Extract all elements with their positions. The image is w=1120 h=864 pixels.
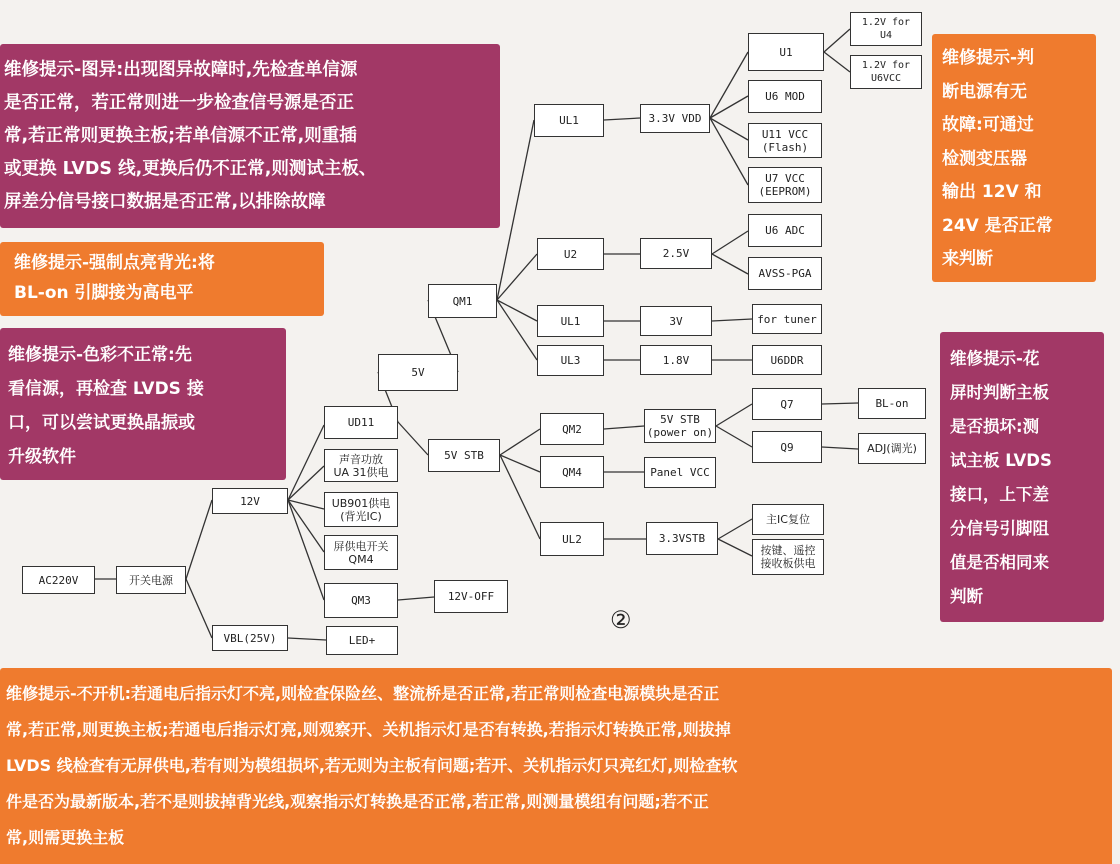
tip-line: 口，可以尝试更换晶振或 [8, 413, 195, 433]
tip-color-abnormal [0, 328, 286, 480]
node-u6ddr: U6DDR [752, 345, 822, 375]
tip-line: 检测变压器 [942, 148, 1027, 169]
tip-line: 维修提示-图异:出现图异故障时,先检查单信源 [4, 60, 358, 80]
node-u6-adc: U6 ADC [748, 214, 822, 247]
tip-backlight [0, 242, 324, 316]
node-switch-power: 开关电源 [116, 566, 186, 594]
tip-line: 维修提示-不开机:若通电后指示灯不亮,则检查保险丝、整流桥是否正常,若正常则检查电源模块是否正 [6, 684, 720, 703]
node-1v8: 1.8V [640, 345, 712, 375]
node-q9: Q9 [752, 431, 822, 463]
node-5v-stb-power-on: 5V STB (power on) [644, 409, 716, 443]
node-main-ic-reset: 主IC复位 [752, 504, 824, 535]
tip-line: 输出 12V 和 [942, 182, 1042, 202]
node-screen-switch: 屏供电开关 QM4 [324, 535, 398, 570]
node-u6-mod: U6 MOD [748, 80, 822, 113]
node-u1: U1 [748, 33, 824, 71]
node-panel-vcc: Panel VCC [644, 457, 716, 488]
tip-line: 是否损坏:测 [950, 417, 1040, 436]
node-u2: U2 [537, 238, 604, 270]
tip-line: 维修提示-花 [950, 349, 1040, 368]
node-12v: 12V [212, 488, 288, 514]
node-adj: ADJ(调光) [858, 433, 926, 464]
node-12v-off: 12V-OFF [434, 580, 508, 613]
node-vbl: VBL(25V) [212, 625, 288, 651]
node-qm3: QM3 [324, 583, 398, 618]
tip-power-check [932, 34, 1096, 282]
node-qm2: QM2 [540, 413, 604, 445]
tip-line: 判断 [950, 587, 983, 606]
tip-line: 常,若正常,则更换主板;若通电后指示灯亮,则观察开、关机指示灯是否有转换,若指示灯转换正常,则拔掉 [6, 720, 731, 739]
node-3v: 3V [640, 306, 712, 336]
tip-line: 接口，上下差 [950, 485, 1049, 504]
node-qm4: QM4 [540, 456, 604, 488]
tip-line: 升级软件 [8, 447, 76, 467]
tip-no-boot [0, 668, 1112, 864]
node-ul1-top: UL1 [534, 104, 604, 137]
tip-line: 或更换 LVDS 线,更换后仍不正常,则测试主板、 [4, 159, 377, 179]
tip-screen-flower [940, 332, 1104, 622]
node-q7: Q7 [752, 388, 822, 420]
tip-line: 24V 是否正常 [942, 215, 1053, 236]
tip-line: 常,若正常则更换主板;若单信源不正常,则重插 [4, 126, 357, 146]
node-1v2-u4: 1.2V for U4 [850, 12, 922, 46]
node-1v2-u6vcc: 1.2V for U6VCC [850, 55, 922, 89]
node-5v: 5V [378, 354, 458, 391]
tip-line: 断电源有无 [942, 81, 1027, 102]
tip-line: 来判断 [942, 249, 993, 269]
node-keys-remote: 按键、遥控 接收板供电 [752, 539, 824, 575]
node-u11-vcc: U11 VCC (Flash) [748, 123, 822, 158]
node-ac220v: AC220V [22, 566, 95, 594]
node-ub901: UB901供电 (背光IC) [324, 492, 398, 527]
tip-line: 试主板 LVDS [950, 451, 1052, 470]
tip-line: 维修提示-强制点亮背光:将 [14, 253, 215, 273]
node-for-tuner: for tuner [752, 304, 822, 334]
node-audio-amp: 声音功放 UA 31供电 [324, 449, 398, 482]
node-3v3-stb: 3.3VSTB [646, 522, 718, 555]
tip-image-abnormal [0, 44, 500, 228]
node-5v-stb: 5V STB [428, 439, 500, 472]
tip-line: 分信号引脚阻 [950, 519, 1049, 538]
node-led-plus: LED+ [326, 626, 398, 655]
tip-line: BL-on 引脚接为高电平 [14, 283, 194, 303]
tip-line: LVDS 线检查有无屏供电,若有则为模组损坏,若无则为主板有问题;若开、关机指示灯只亮红灯,则检查软 [6, 756, 738, 775]
tip-line: 是否正常，若正常则进一步检查信号源是否正 [4, 93, 354, 113]
node-3v3-vdd: 3.3V VDD [640, 104, 710, 133]
node-bl-on: BL-on [858, 388, 926, 419]
tip-line: 屏差分信号接口数据是否正常,以排除故障 [4, 192, 326, 212]
node-ul2: UL2 [540, 522, 604, 556]
tip-line: 件是否为最新版本,若不是则拔掉背光线,观察指示灯转换是否正常,若正常,则测量模组有问题;若不正 [6, 792, 709, 811]
tip-line: 维修提示-判 [942, 48, 1035, 68]
tip-line: 值是否相同来 [950, 553, 1049, 572]
tip-line: 屏时判断主板 [950, 383, 1049, 402]
tip-line: 常,则需更换主板 [6, 828, 125, 847]
node-ul3: UL3 [537, 345, 604, 376]
figure-marker: ② [610, 606, 632, 634]
tip-line: 看信源，再检查 LVDS 接 [8, 379, 204, 399]
tip-line: 故障:可通过 [942, 115, 1034, 135]
node-u7-vcc: U7 VCC (EEPROM) [748, 167, 822, 203]
node-qm1: QM1 [428, 284, 497, 318]
node-avss-pga: AVSS-PGA [748, 257, 822, 290]
node-ul1-mid: UL1 [537, 305, 604, 337]
node-ud11: UD11 [324, 406, 398, 439]
node-2v5: 2.5V [640, 238, 712, 269]
tip-line: 维修提示-色彩不正常:先 [8, 345, 192, 365]
